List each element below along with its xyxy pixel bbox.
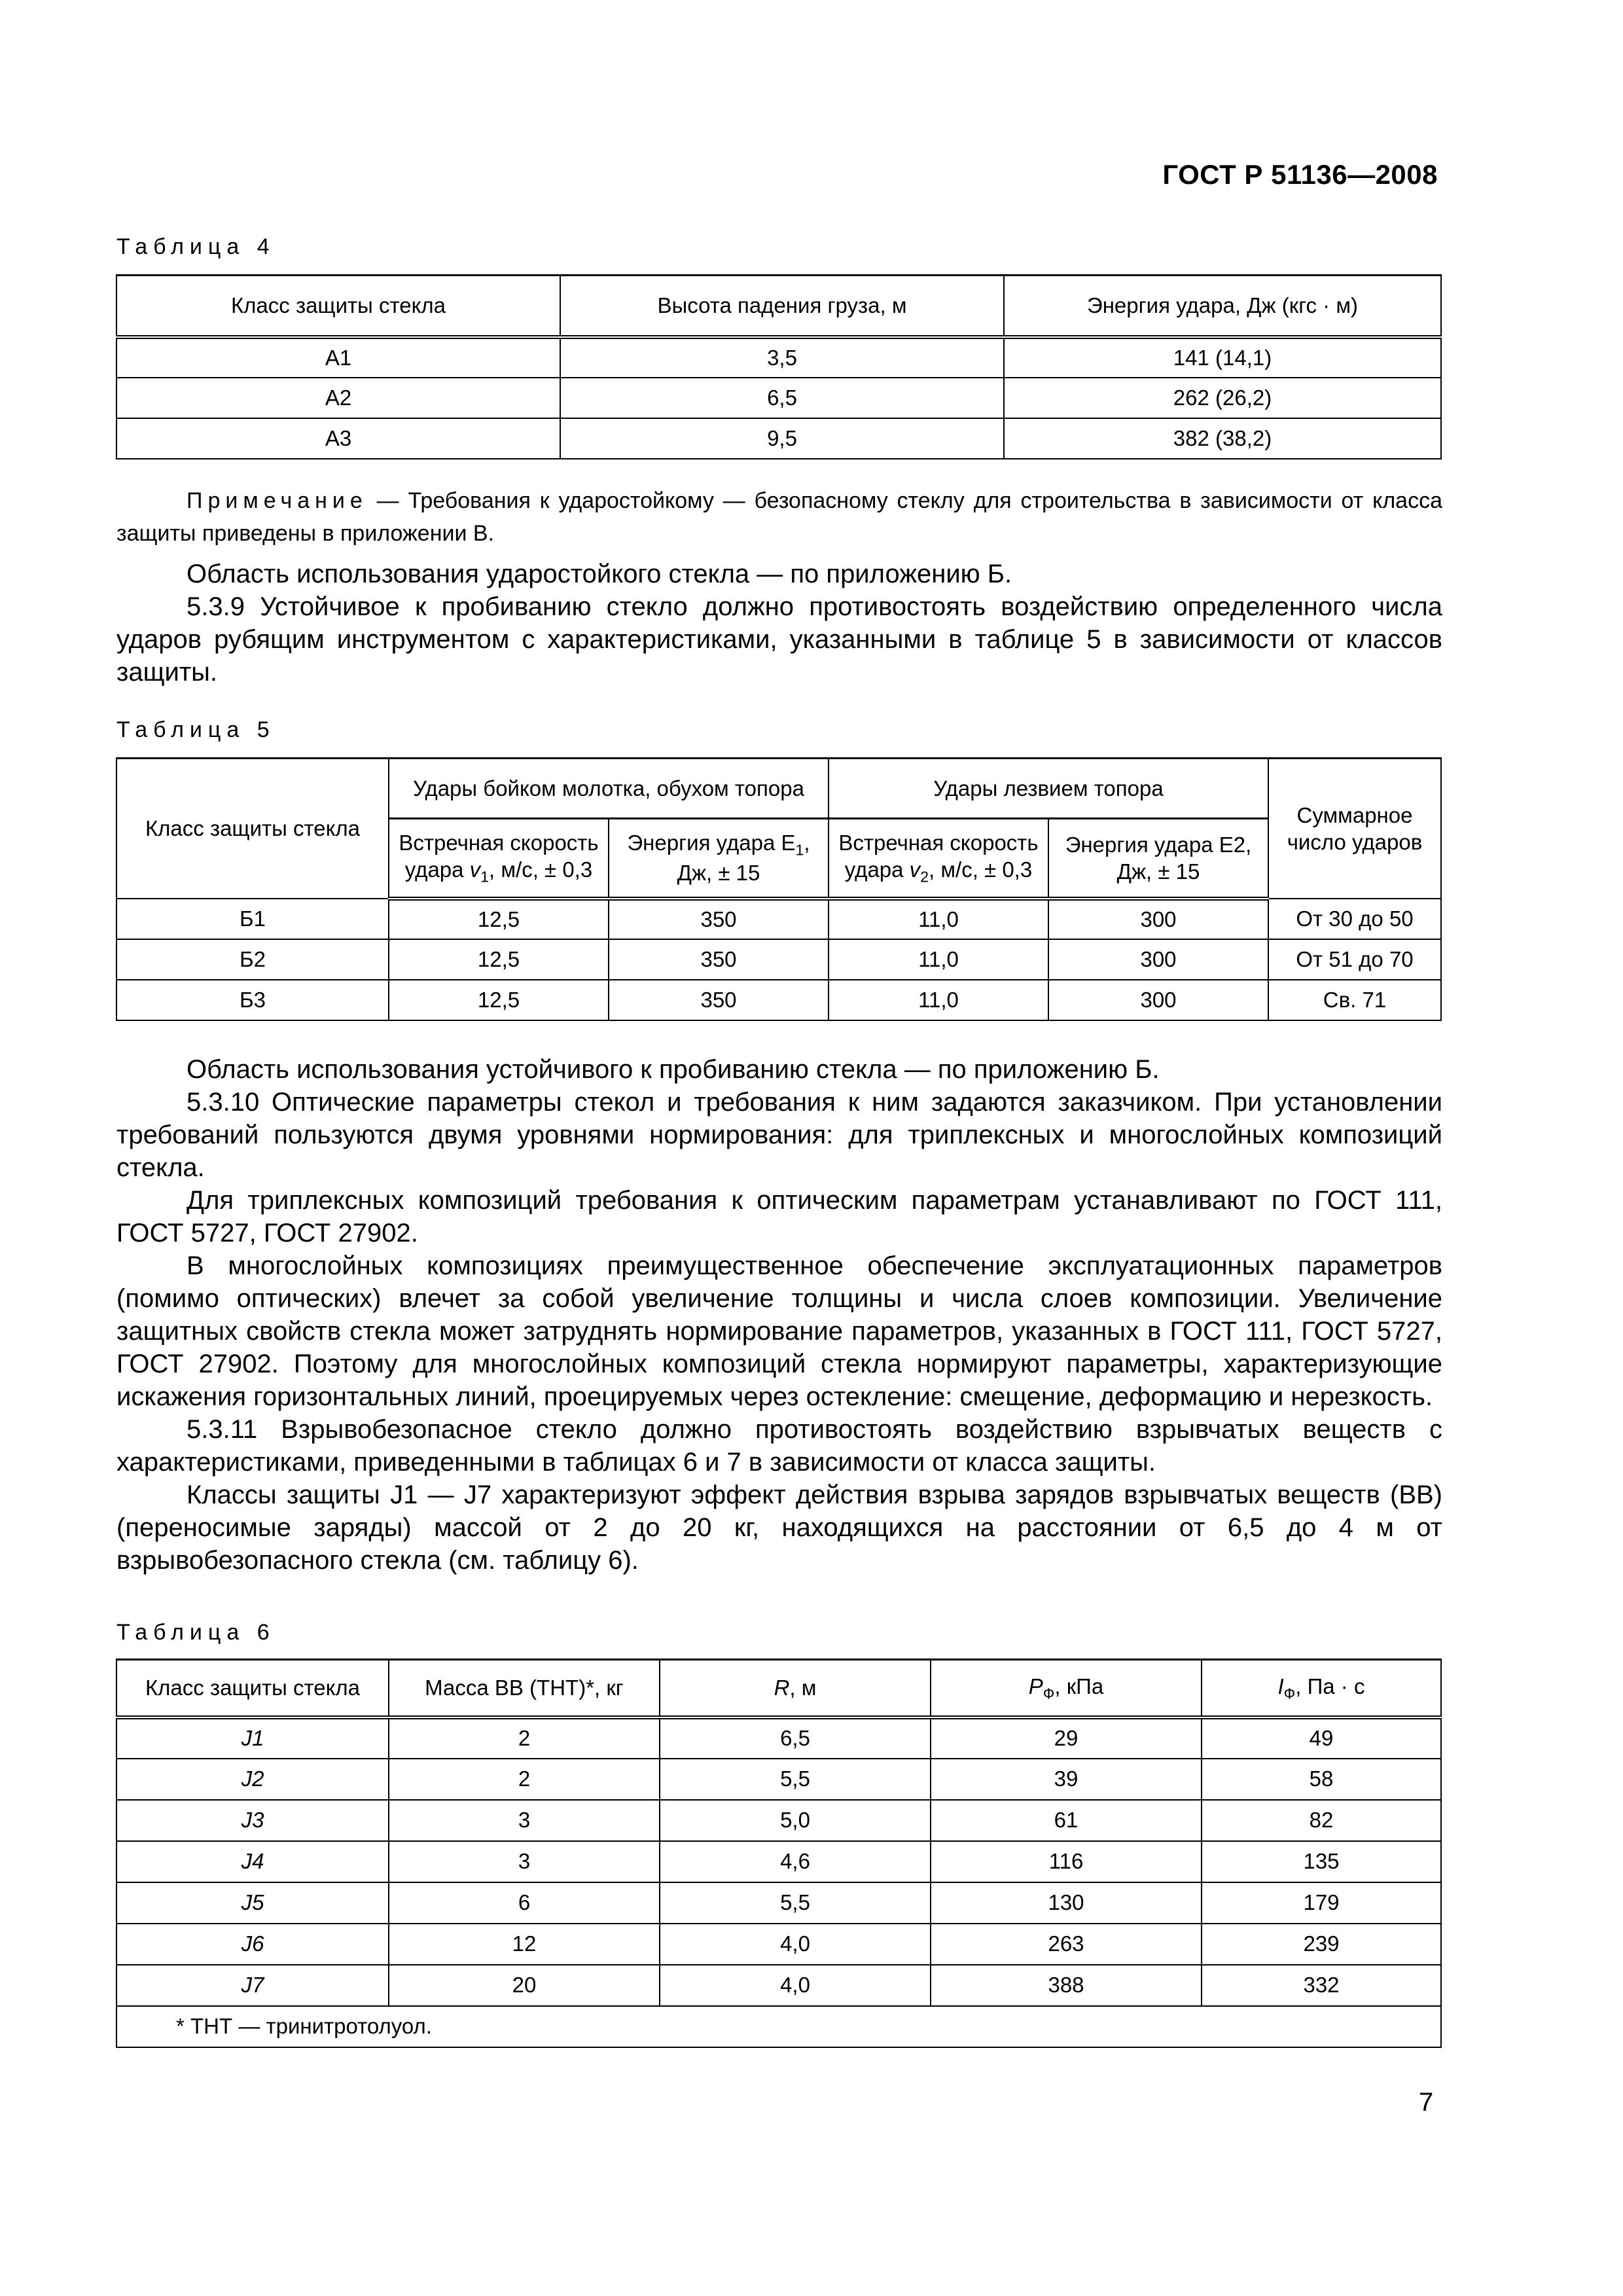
table4-caption: Таблица 4 <box>116 234 276 259</box>
table-cell: 12 <box>389 1924 660 1965</box>
table-cell: 5,0 <box>660 1800 931 1841</box>
table-cell: Б2 <box>116 939 389 980</box>
table-cell: 2 <box>389 1759 660 1800</box>
table6-footnote-row <box>116 2006 1441 2047</box>
table-cell: 116 <box>931 1841 1202 1882</box>
table-cell: 4,6 <box>660 1841 931 1882</box>
table-cell: J4 <box>116 1841 389 1882</box>
table-row <box>116 337 1441 378</box>
table6-header-r: R, м <box>660 1660 931 1717</box>
body-text-a <box>116 558 1442 689</box>
table-row <box>116 939 1441 980</box>
table-cell: 61 <box>931 1800 1202 1841</box>
table-cell: 12,5 <box>389 939 609 980</box>
table-cell: А2 <box>116 378 560 418</box>
table5 <box>116 757 1442 1021</box>
table-cell: 12,5 <box>389 980 609 1020</box>
table-cell: 130 <box>931 1882 1202 1924</box>
table-cell: 239 <box>1202 1924 1441 1965</box>
table-cell: От 30 до 50 <box>1268 899 1441 939</box>
table-cell: 300 <box>1048 980 1268 1020</box>
table5-header-total: Суммарное число ударов <box>1268 759 1441 899</box>
table-cell: 332 <box>1202 1965 1441 2006</box>
paragraph-5-3-9: 5.3.9 Устойчивое к пробиванию стекло должно противостоять воздействию определенного числа ударов рубящим инструментом с характеристиками, указанными в таблице 5 в зависимости от классов защиты. <box>116 592 1442 687</box>
table-cell: 382 (38,2) <box>1004 418 1441 459</box>
table5-caption: Таблица 5 <box>116 717 276 742</box>
table-cell: Св. 71 <box>1268 980 1441 1020</box>
table-cell: J3 <box>116 1800 389 1841</box>
table-cell: От 51 до 70 <box>1268 939 1441 980</box>
table-cell: А1 <box>116 337 560 378</box>
table4-header-height: Высота падения груза, м <box>560 276 1004 337</box>
page-number: 7 <box>1419 2088 1434 2117</box>
table5-header-group-hammer: Удары бойком молотка, обухом топора <box>389 759 829 819</box>
paragraph: В многослойных композициях преимущественное обеспечение эксплуатационных параметров (помимо оптических) влечет за собой увеличение толщины и числа слоев композиции. Увеличение защитных свойств стекла может затруднять нормирование параметров, указанных в ГОСТ 111, ГОСТ 5727, ГОСТ 27902. Поэтому для многослойных композиций стекла нормируют параметры, характеризующие искажения горизонтальных линий, проецируемых через остекление: смещение, деформацию и нерезкость. <box>116 1251 1442 1411</box>
table5-header-energy2: Энергия удара Е2, Дж, ± 15 <box>1048 819 1268 899</box>
table-cell: 350 <box>609 939 829 980</box>
table-cell: 141 (14,1) <box>1004 337 1441 378</box>
table-row <box>116 378 1441 418</box>
table-cell: 3 <box>389 1800 660 1841</box>
table-cell: 39 <box>931 1759 1202 1800</box>
table5-header-energy1: Энергия удара $Е_1$, Дж, ± 15 <box>609 819 829 899</box>
table-cell: 135 <box>1202 1841 1441 1882</box>
table-cell: 300 <box>1048 899 1268 939</box>
table-cell: J6 <box>116 1924 389 1965</box>
paragraph: Для триплексных композиций требования к оптическим параметрам устанавливают по ГОСТ 111, ГОСТ 5727, ГОСТ 27902. <box>116 1186 1442 1247</box>
paragraph-5-3-10: 5.3.10 Оптические параметры стекол и требования к ним задаются заказчиком. При установлении требований пользуются двумя уровнями нормирования: для триплексных и многослойных композиций стекла. <box>116 1088 1442 1182</box>
table-cell: 263 <box>931 1924 1202 1965</box>
paragraph: Область использования устойчивого к пробиванию стекла — по приложению Б. <box>187 1055 1160 1084</box>
table5-header-speed2: Встречная скорость удара $v_2$, м/с, ± 0,3 <box>829 819 1048 899</box>
table-cell: 49 <box>1202 1717 1441 1759</box>
paragraph: Область использования ударостойкого стекла — по приложению Б. <box>187 560 1012 588</box>
table-row <box>116 1965 1441 2006</box>
table5-header-class: Класс защиты стекла <box>116 759 389 899</box>
table4 <box>116 274 1442 459</box>
table-cell: J2 <box>116 1759 389 1800</box>
table-cell: 20 <box>389 1965 660 2006</box>
table-row <box>116 1924 1441 1965</box>
table-cell: 6 <box>389 1882 660 1924</box>
table-cell: 4,0 <box>660 1965 931 2006</box>
table5-header-speed1: Встречная скорость удара $v_1$, м/с, ± 0,3 <box>389 819 609 899</box>
table-cell: 350 <box>609 980 829 1020</box>
paragraph: Классы защиты J1 — J7 характеризуют эффект действия взрыва зарядов взрывчатых веществ (ВВ) (переносимые заряды) массой от 2 до 20 кг, находящихся на расстоянии от 6,5 до 4 м от взрывобезопасного стекла (см. таблицу 6). <box>116 1480 1442 1575</box>
note-label: Примечание <box>187 488 368 513</box>
table-row <box>116 1717 1441 1759</box>
table-cell: 388 <box>931 1965 1202 2006</box>
table-row <box>116 980 1441 1020</box>
table-cell: J1 <box>116 1717 389 1759</box>
table-cell: 5,5 <box>660 1882 931 1924</box>
table-cell: Б3 <box>116 980 389 1020</box>
table-cell: А3 <box>116 418 560 459</box>
table-cell: 350 <box>609 899 829 939</box>
table-cell: J7 <box>116 1965 389 2006</box>
paragraph-5-3-11: 5.3.11 Взрывобезопасное стекло должно противостоять воздействию взрывчатых веществ с характеристиками, приведенными в таблицах 6 и 7 в зависимости от класса защиты. <box>116 1415 1442 1477</box>
table-row <box>116 418 1441 459</box>
table-cell: 82 <box>1202 1800 1441 1841</box>
table-cell: 3 <box>389 1841 660 1882</box>
table-cell: 11,0 <box>829 899 1048 939</box>
body-text-b <box>116 1053 1442 1577</box>
table5-header-group-blade: Удары лезвием топора <box>829 759 1268 819</box>
table-cell: 11,0 <box>829 980 1048 1020</box>
table-cell: 300 <box>1048 939 1268 980</box>
table6 <box>116 1659 1442 2048</box>
table-cell: 6,5 <box>560 378 1004 418</box>
table6-footnote: * ТНТ — тринитротолуол. <box>116 2006 1441 2047</box>
table-cell: Б1 <box>116 899 389 939</box>
table-row <box>116 899 1441 939</box>
document-code: ГОСТ Р 51136—2008 <box>1162 159 1438 190</box>
table-row <box>116 1800 1441 1841</box>
table4-header-class: Класс защиты стекла <box>116 276 560 337</box>
table-cell: 2 <box>389 1717 660 1759</box>
table6-caption: Таблица 6 <box>116 1620 276 1645</box>
table-row <box>116 1882 1441 1924</box>
table6-header-p: $P_Ф$, кПа <box>931 1660 1202 1717</box>
table-cell: 12,5 <box>389 899 609 939</box>
table-cell: J5 <box>116 1882 389 1924</box>
table6-header-class: Класс защиты стекла <box>116 1660 389 1717</box>
table6-header-i: $I_Ф$, Па · с <box>1202 1660 1441 1717</box>
table-cell: 9,5 <box>560 418 1004 459</box>
table6-header-mass: Масса ВВ (ТНТ)*, кг <box>389 1660 660 1717</box>
table-row <box>116 1841 1441 1882</box>
table-row <box>116 1759 1441 1800</box>
table-cell: 58 <box>1202 1759 1441 1800</box>
table-cell: 29 <box>931 1717 1202 1759</box>
table4-note <box>116 484 1442 550</box>
table-cell: 11,0 <box>829 939 1048 980</box>
table-cell: 6,5 <box>660 1717 931 1759</box>
table-cell: 3,5 <box>560 337 1004 378</box>
note-text: — Требования к ударостойкому — безопасному стеклу для строительства в зависимости от класса защиты приведены в приложении В. <box>116 488 1442 546</box>
table-cell: 179 <box>1202 1882 1441 1924</box>
table-cell: 5,5 <box>660 1759 931 1800</box>
table-cell: 4,0 <box>660 1924 931 1965</box>
table4-header-energy: Энергия удара, Дж (кгс · м) <box>1004 276 1441 337</box>
table-cell: 262 (26,2) <box>1004 378 1441 418</box>
